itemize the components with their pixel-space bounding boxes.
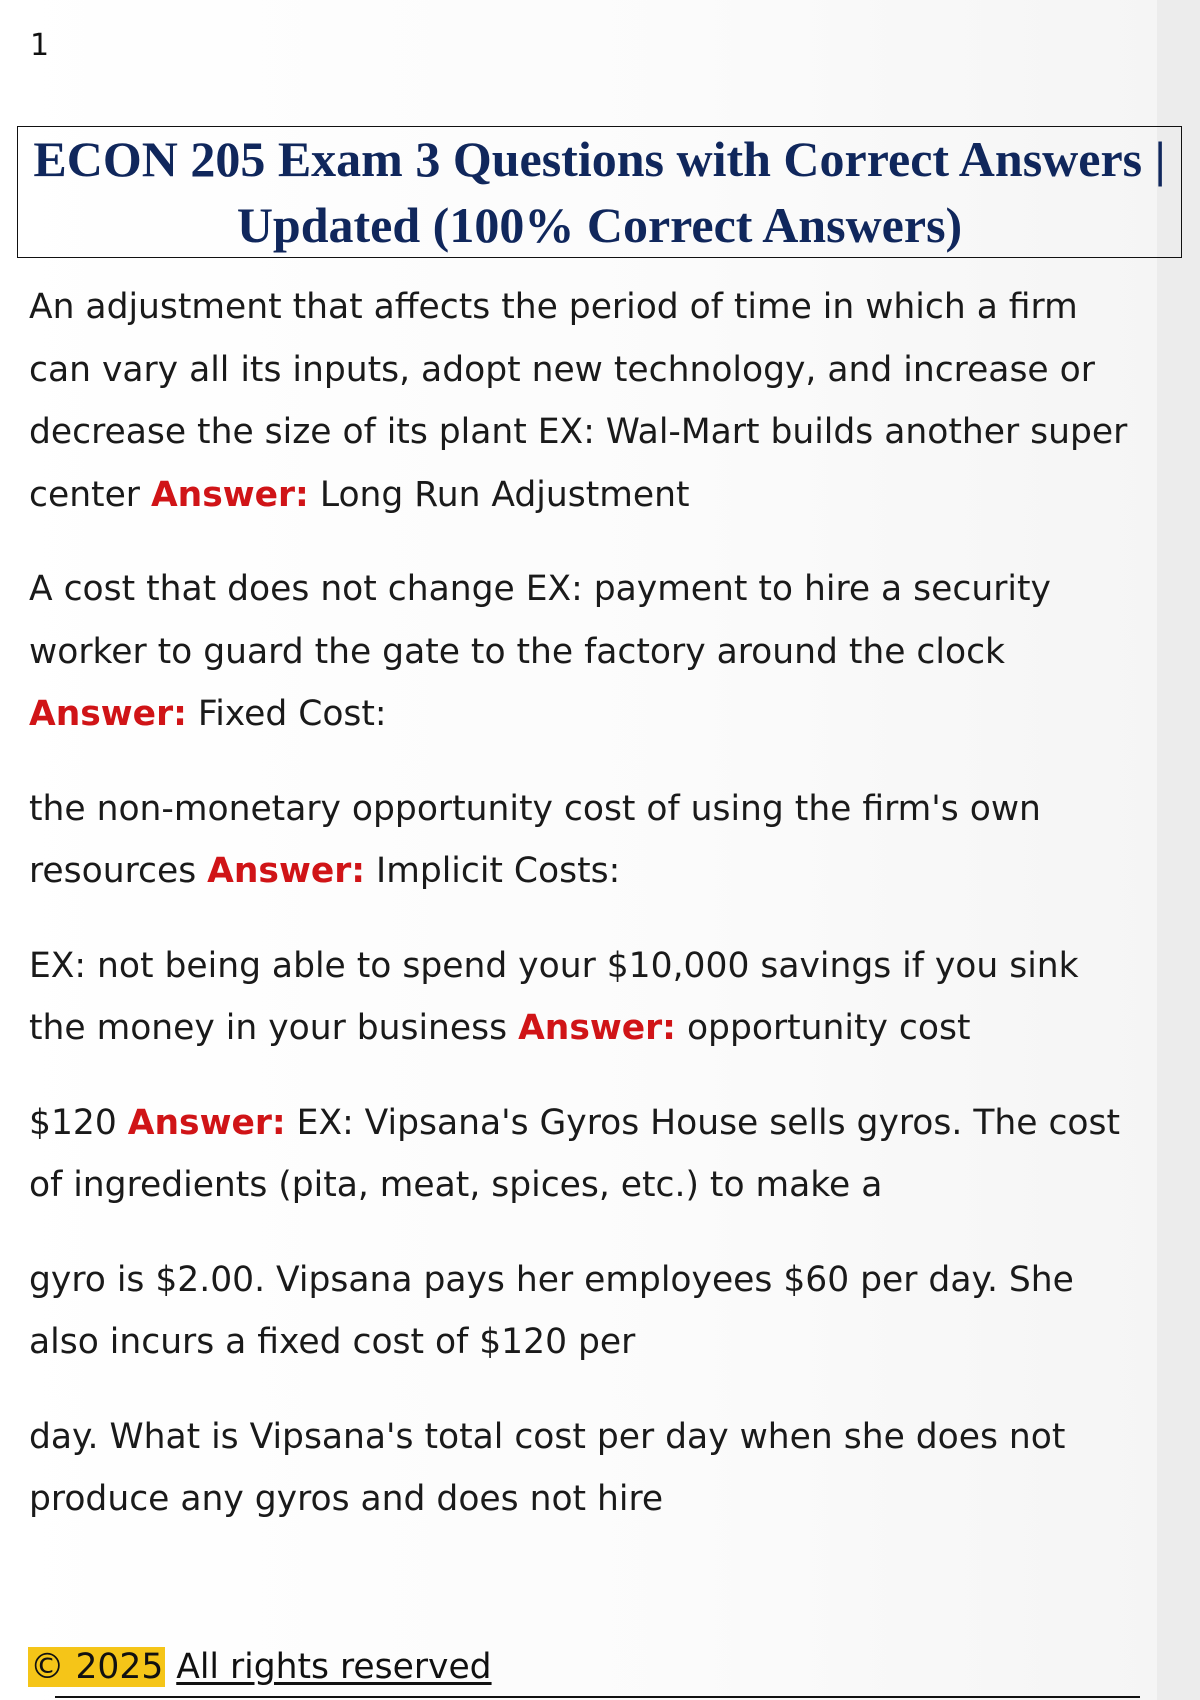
answer-text: Fixed Cost:: [197, 694, 387, 734]
page-number: 1: [30, 28, 50, 63]
question-text: An adjustment that affects the period of time in which a firm can vary all its inputs, adopt new technology, and increase or decrease the size of its plant EX: Wal-Mart builds another super center: [29, 287, 1128, 515]
rights-reserved-text: All rights reserved: [176, 1647, 492, 1687]
footer-divider: [55, 1696, 1140, 1698]
answer-text: EX: Vipsana's Gyros House sells gyros. The cost of ingredients (pita, meat, spices, etc.) to make a: [29, 1102, 1121, 1205]
question-text: the non-monetary opportunity cost of using the firm's own resources: [29, 788, 1041, 891]
question-text: EX: not being able to spend your $10,000 savings if you sink the money in your business: [29, 945, 1079, 1048]
body-paragraph: day. What is Vipsana's total cost per day when she does not produce any gyros and does not hire: [29, 1416, 1066, 1519]
body-paragraph: gyro is $2.00. Vipsana pays her employees $60 per day. She also incurs a fixed cost of $120 per: [29, 1259, 1074, 1362]
qa-item: [29, 935, 1139, 1060]
qa-item: [29, 558, 1139, 746]
qa-content: [29, 276, 1139, 1563]
question-text: $120: [29, 1102, 117, 1143]
answer-text: Long Run Adjustment: [319, 474, 690, 515]
qa-item: [29, 1092, 1139, 1217]
copyright-notice: © 2025: [30, 1647, 164, 1687]
answer-label: Answer:: [127, 1102, 286, 1143]
title-box: [17, 126, 1182, 258]
document-title: ECON 205 Exam 3 Questions with Correct Answers | Updated (100% Correct Answers): [33, 131, 1166, 253]
qa-item: [29, 778, 1139, 903]
answer-text: opportunity cost: [686, 1008, 971, 1048]
answer-text: Implicit Costs:: [376, 851, 621, 891]
answer-label: Answer:: [207, 851, 366, 891]
answer-label: Answer:: [150, 474, 309, 515]
footer: [28, 1646, 492, 1688]
answer-label: Answer:: [29, 694, 187, 734]
qa-item: [29, 276, 1139, 526]
answer-label: Answer:: [518, 1008, 676, 1048]
question-text: A cost that does not change EX: payment to hire a security worker to guard the gate to the factory around the clock: [29, 569, 1051, 672]
